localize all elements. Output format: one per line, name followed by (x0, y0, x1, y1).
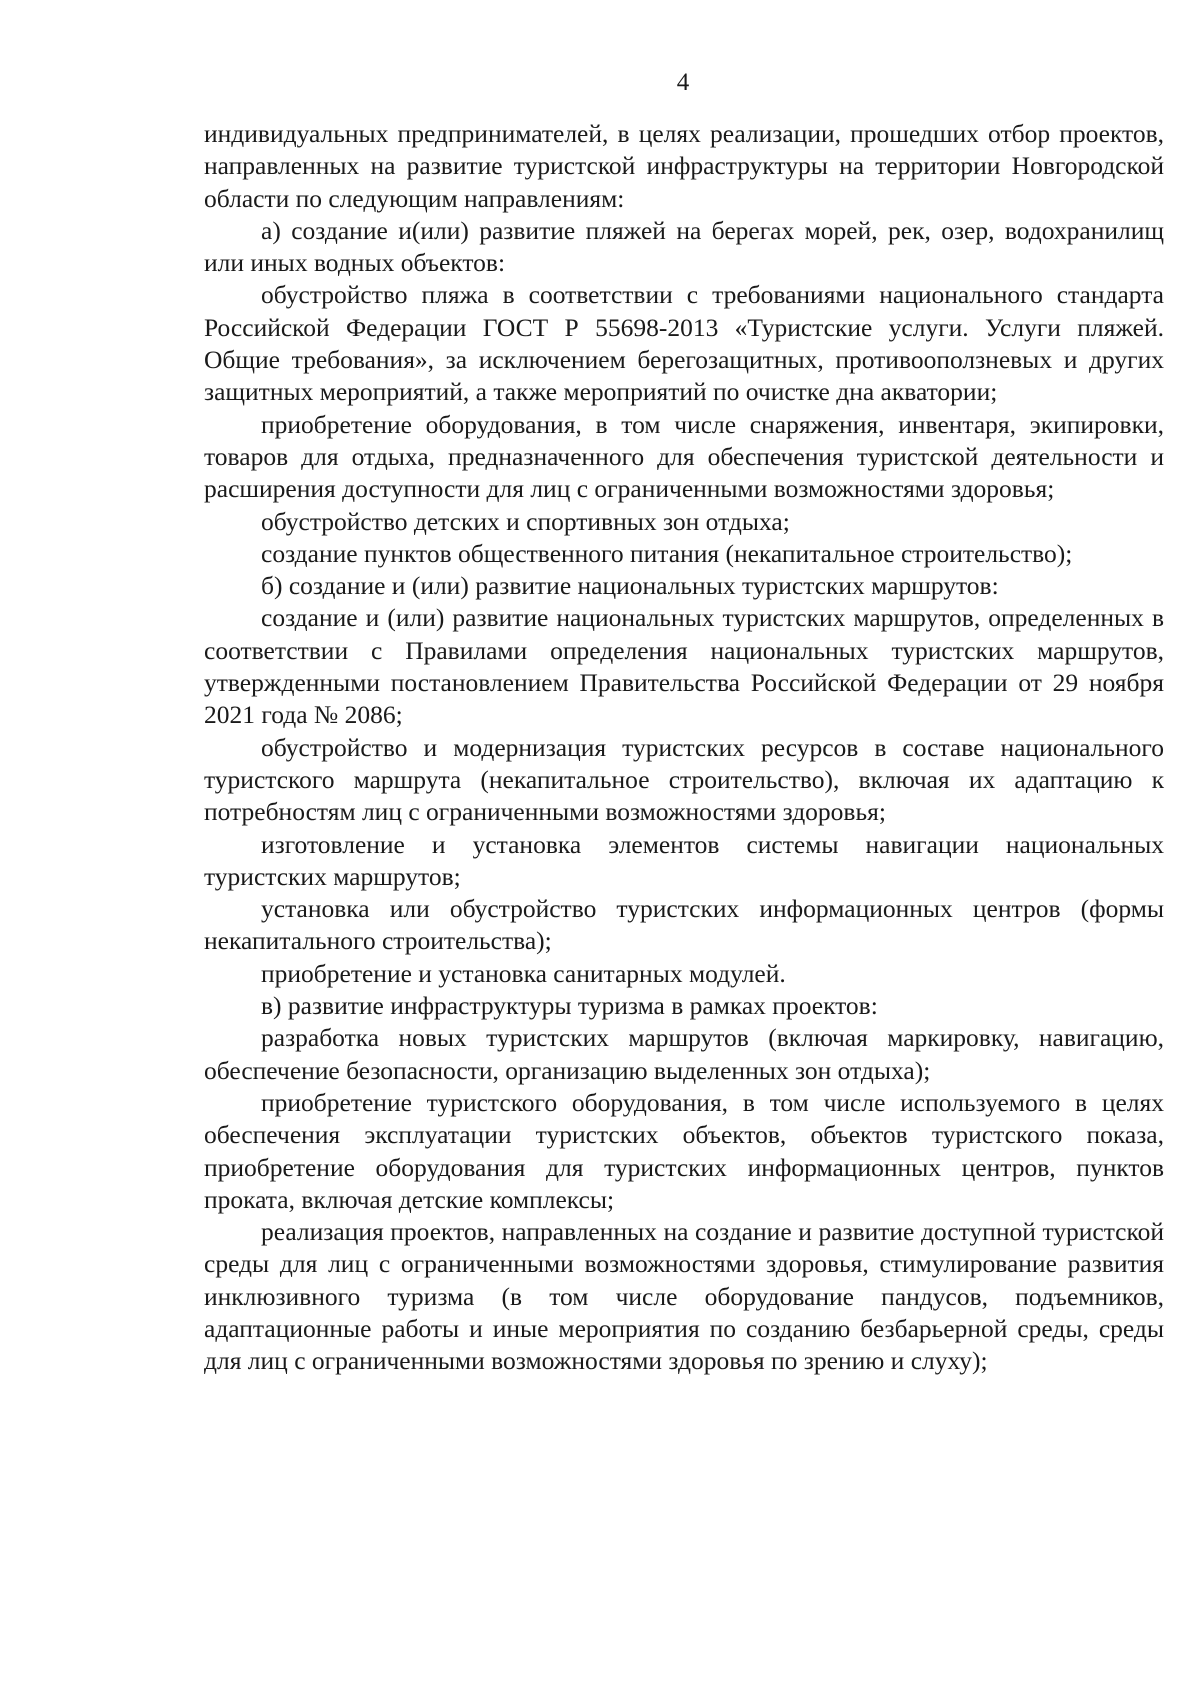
paragraph: установка или обустройство туристских информационных центров (формы некапитального строительства); (204, 894, 1164, 956)
paragraph: а) создание и(или) развитие пляжей на берегах морей, рек, озер, водохранилищ или иных водных объектов: (204, 215, 1164, 278)
paragraph: обустройство детских и спортивных зон отдыха; (261, 506, 790, 536)
paragraph: разработка новых туристских маршрутов (включая маркировку, навигацию, обеспечение безопасности, организацию выделенных зон отдыха); (204, 1023, 1164, 1085)
paragraph: обустройство и модернизация туристских ресурсов в составе национального туристского маршрута (некапитальное строительство), включая их адаптацию к потребностям лиц с ограниченными возможностями здоровья; (204, 732, 1164, 827)
paragraph: индивидуальных предпринимателей, в целях реализации, прошедших отбор проектов, направленных на развитие туристской инфраструктуры на территории Новгородской области по следующим направлениям: (204, 119, 1164, 213)
paragraph: приобретение оборудования, в том числе снаряжения, инвентаря, экипировки, товаров для отдыха, предназначенного для обеспечения туристской деятельности и расширения доступности для лиц с ограниченными возможностями здоровья; (204, 409, 1164, 504)
paragraph: обустройство пляжа в соответствии с требованиями национального стандарта Российской Федерации ГОСТ Р 55698-2013 «Туристские услуги. Услуги пляжей. Общие требования», за исключением берегозащитных, противооползневых и других защитных мероприятий, а также мероприятий по очистке дна акватории; (204, 280, 1164, 407)
page-number: 4 (676, 69, 690, 96)
paragraph: изготовление и установка элементов системы навигации национальных туристских маршрутов; (204, 829, 1164, 891)
document-body (204, 118, 1164, 1378)
paragraph: приобретение и установка санитарных модулей. (261, 958, 786, 988)
paragraph: реализация проектов, направленных на создание и развитие доступной туристской среды для лиц с ограниченными возможностями здоровья, стимулирование развития инклюзивного туризма (в том числе оборудование пандусов, подъемников, адаптационные работы и иные мероприятия по созданию безбарьерной среды, среды для лиц с ограниченными возможностями здоровья по зрению и слуху); (204, 1217, 1164, 1376)
paragraph: создание пунктов общественного питания (некапитальное строительство); (261, 538, 1073, 568)
paragraph: создание и (или) развитие национальных туристских маршрутов, определенных в соответствии с Правилами определения национальных туристских маршрутов, утвержденными постановлением Правительства Российской Федерации от 29 ноября 2021 года № 2086; (204, 603, 1164, 730)
paragraph: в) развитие инфраструктуры туризма в рамках проектов: (261, 991, 878, 1021)
paragraph: б) создание и (или) развитие национальных туристских маршрутов: (261, 571, 999, 601)
paragraph: приобретение туристского оборудования, в том числе используемого в целях обеспечения эксплуатации туристских объектов, объектов туристского показа, приобретение оборудования для туристских информационных центров, пунктов проката, включая детские комплексы; (204, 1087, 1164, 1214)
